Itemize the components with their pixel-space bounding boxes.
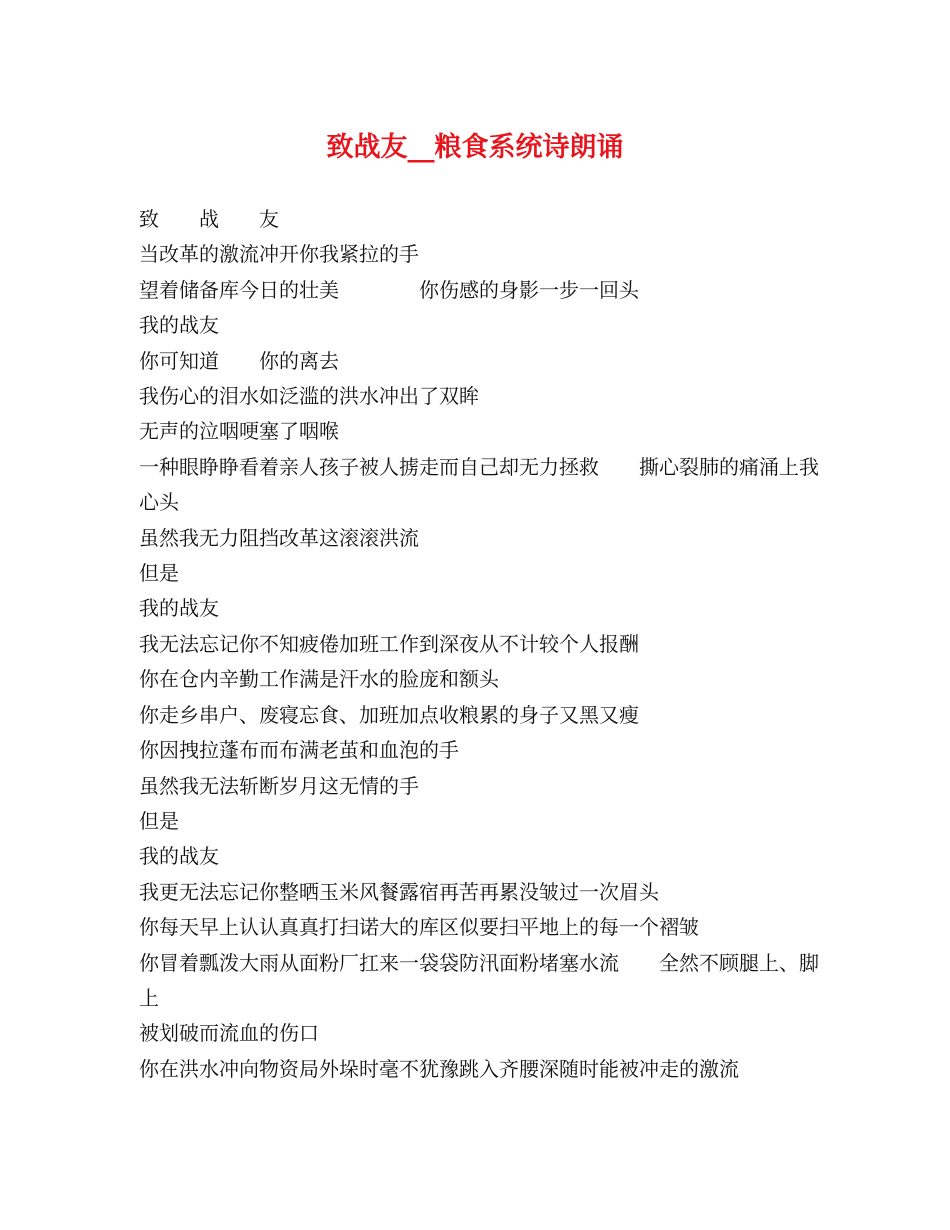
poem-line: 你在仓内辛勤工作满是汗水的脸庞和额头 xyxy=(139,667,499,692)
poem-line: 我更无法忘记你整晒玉米风餐露宿再苦再累没皱过一次眉头 xyxy=(139,879,659,904)
poem-line: 你每天早上认认真真打扫诺大的库区似要扫平地上的每一个褶皱 xyxy=(139,915,699,940)
poem-body xyxy=(139,202,819,1087)
poem-line: 你因拽拉蓬布而布满老茧和血泡的手 xyxy=(139,738,459,763)
poem-line: 你可知道 你的离去 xyxy=(139,348,339,373)
page-title: 致战友__粮食系统诗朗诵 xyxy=(326,132,624,163)
poem-line: 被划破而流血的伤口 xyxy=(139,1021,319,1046)
poem-line: 你在洪水冲向物资局外垛时毫不犹豫跳入齐腰深随时能被冲走的激流 xyxy=(139,1056,739,1081)
poem-line: 我的战友 xyxy=(139,596,219,621)
poem-line: 一种眼睁睁看着亲人孩子被人掳走而自己却无力拯救 撕心裂肺的痛涌上我心头 xyxy=(139,454,819,515)
poem-line: 你走乡串户、废寝忘食、加班加点收粮累的身子又黑又瘦 xyxy=(139,702,639,727)
poem-line: 我的战友 xyxy=(139,313,219,338)
poem-line: 我的战友 xyxy=(139,844,219,869)
poem-line: 但是 xyxy=(139,808,179,833)
poem-line: 虽然我无法斩断岁月这无情的手 xyxy=(139,773,419,798)
poem-line: 虽然我无力阻挡改革这滚滚洪流 xyxy=(139,525,419,550)
poem-line: 致 战 友 xyxy=(139,207,279,231)
poem-line: 无声的泣咽哽塞了咽喉 xyxy=(139,419,339,444)
poem-line: 但是 xyxy=(139,561,179,586)
poem-line: 我伤心的泪水如泛滥的洪水冲出了双眸 xyxy=(139,384,479,409)
poem-line: 我无法忘记你不知疲倦加班工作到深夜从不计较个人报酬 xyxy=(139,631,639,656)
poem-line: 望着储备库今日的壮美 你伤感的身影一步一回头 xyxy=(139,277,639,302)
poem-line: 当改革的激流冲开你我紧拉的手 xyxy=(139,242,419,267)
poem-line: 你冒着瓢泼大雨从面粉厂扛来一袋袋防汛面粉堵塞水流 全然不顾腿上、脚上 xyxy=(139,950,819,1010)
